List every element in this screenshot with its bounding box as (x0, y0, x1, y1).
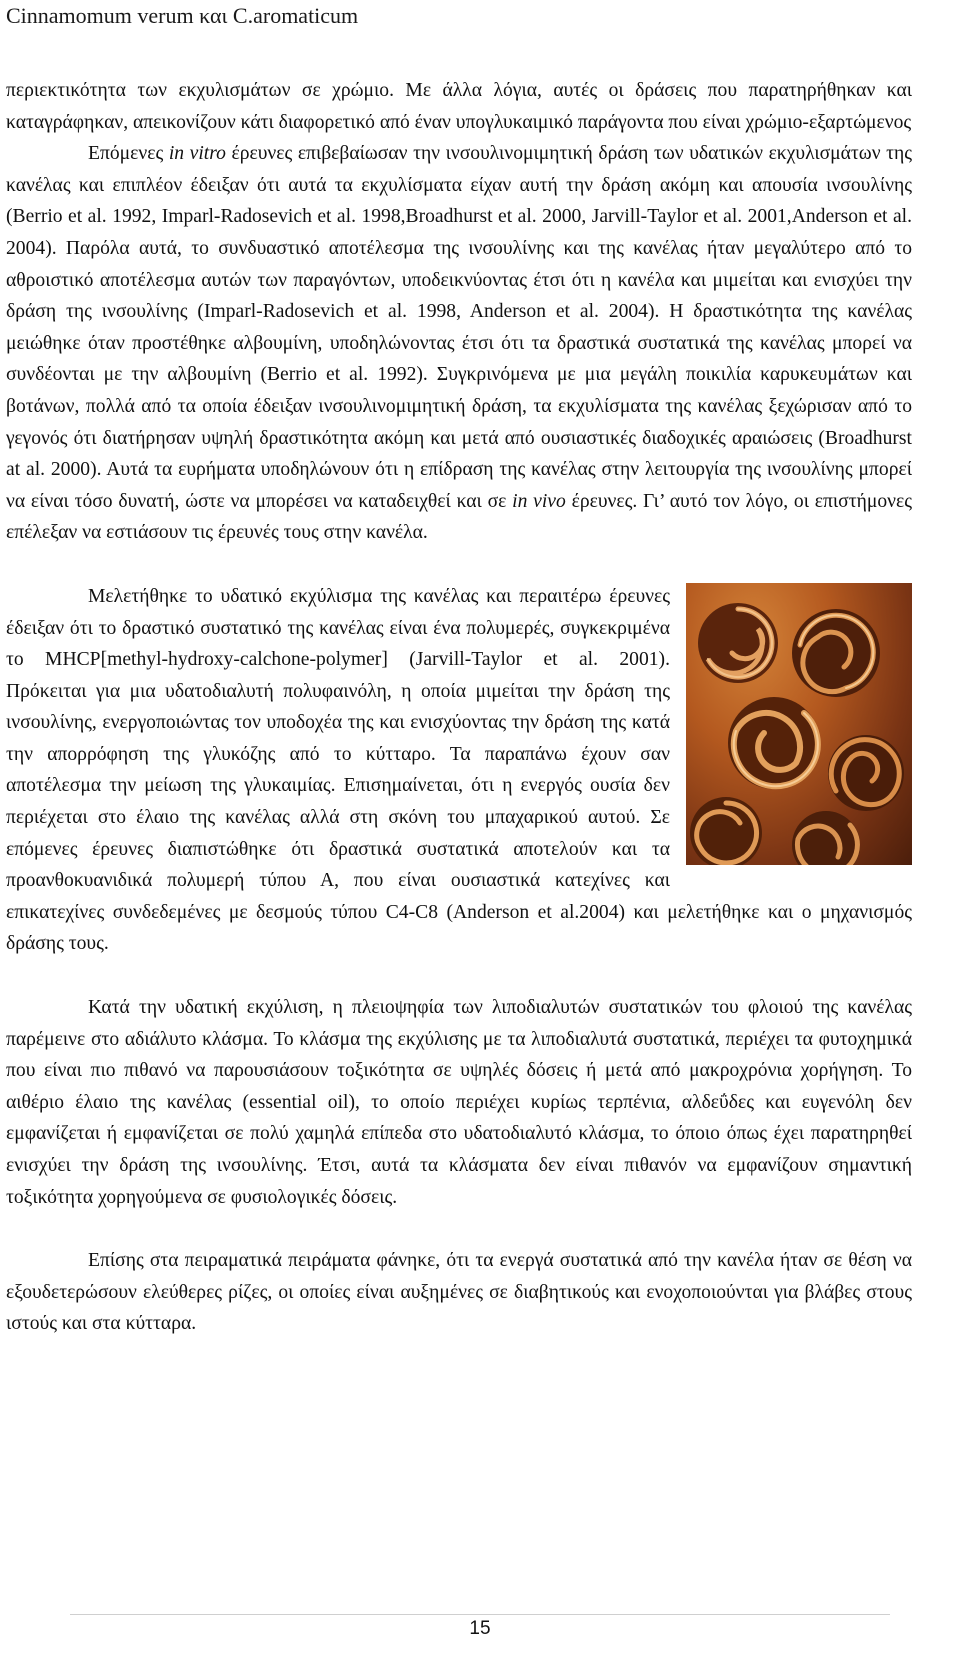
document-body (6, 75, 912, 1340)
running-header: Cinnamomum verum και C.aromaticum (6, 3, 359, 28)
paragraph-2: Επόμενες in vitro έρευνες επιβεβαίωσαν την ινσουλινομιμητική δράση των υδατικών εκχυλισμάτων της κανέλας και επιπλέον έδειξαν ότι αυτά τα εκχυλίσματα είχαν αυτή την δράση ακόμη και απουσία ινσουλίνης (Berrio et al. 1992, Imparl-Radosevich et al. 1998,Broadhurst et al. 2000, Jarvill-Taylor et al. 2001,Anderson et al. 2004). Παρόλα αυτά, το συνδυαστικό αποτέλεσμα της ινσουλίνης και της κανέλας ήταν μεγαλύτερο από το αθροιστικό αποτέλεσμα αυτών των παραγόντων, υποδεικνύοντας έτσι ότι η κανέλα και μιμείται και ενισχύει την δράση της ινσουλίνης (Imparl-Radosevich et al. 1998, Anderson et al. 2004). Η δραστικότητα της κανέλας μειώθηκε όταν προστέθηκε αλβουμίνη, υποδηλώνοντας έτσι ότι τα δραστικά συστατικά της κανέλας μπορεί να συνδέονται με την αλβουμίνη (Berrio et al. 1992). Συγκρινόμενα με μια μεγάλη ποικιλία καρυκευμάτων και βοτάνων, πολλά από τα οποία έδειξαν ινσουλινομιμητική δράση, τα εκχυλίσματα της κανέλας ξεχώρισαν από το γεγονός ότι διατήρησαν υψηλή δραστικότητα ακόμη και μετά από ουσιαστικές διαδοχικές αραιώσεις (Broadhurst at al. 2000). Αυτά τα ευρήματα υποδηλώνουν ότι η επίδραση της κανέλας στην λειτουργία της ινσουλίνης μπορεί να είναι τόσο δυνατή, ώστε να μπορέσει να καταδειχθεί και σε in vivo έρευνες. Γι’ αυτό τον λόγο, οι επιστήμονες επέλεξαν να εστιάσουν τις έρευνές τους στην κανέλα. (6, 143, 913, 544)
paragraph-5: Επίσης στα πειραματικά πειράματα φάνηκε, ότι τα ενεργά συστατικά από την κανέλα ήταν σε θέση να εξουδετερώσουν ελεύθερες ρίζες, οι οποίες είναι αυξημένες σε διαβητικούς και ενοχοποιούνται για βλάβες στους ιστούς και στα κύτταρα. (6, 1250, 912, 1335)
paragraph-4: Κατά την υδατική εκχύλιση, η πλειοψηφία των λιποδιαλυτών συστατικών του φλοιού της κανέλας παρέμεινε στο αδιάλυτο κλάσμα. Το κλάσμα της εκχύλισης με τα λιποδιαλυτά συστατικά, περιέχει τα φυτοχημικά που είναι πιο πιθανό να παρουσιάσουν τοξικότητα σε υψηλές δόσεις ή μετά από μακροχρόνια χορήγηση. Το αιθέριο έλαιο της κανέλας (essential oil), το οποίο περιέχει κυρίως τερπένια, αλδεΰδες και ευγενόλη δεν εμφανίζεται ή εμφανίζεται σε πολύ χαμηλά επίπεδα στο υδατοδιαλυτό κλάσμα, το όποιο όπως έχει παρατηρηθεί ενισχύει την δράση της ινσουλίνης. Έτσι, αυτά τα κλάσματα δεν είναι πιθανόν να εμφανίζουν σημαντική τοξικότητα χορηγούμενα σε φυσιολογικές δόσεις. (6, 997, 912, 1208)
footer-divider (70, 1614, 890, 1615)
paragraph-1: περιεκτικότητα των εκχυλισμάτων σε χρώμιο. Με άλλα λόγια, αυτές οι δράσεις που παρατηρήθηκαν και καταγράφηκαν, απεικονίζουν κάτι διαφορετικό από έναν υπογλυκαιμικό παράγοντα που είναι χρώμιο-εξαρτώμενος (6, 80, 912, 133)
cinnamon-sticks-icon (686, 583, 912, 865)
page-number: 15 (469, 1618, 491, 1639)
paragraph-3: Μελετήθηκε το υδατικό εκχύλισμα της κανέλας και περαιτέρω έρευνες έδειξαν ότι το δραστικό συστατικό της κανέλας είναι ένα πολυμερές, συγκεκριμένα το MHCP[methyl-hydroxy-calchone-polymer] (Jarvill-Taylor et al. 2001). Πρόκειται για μια υδατοδιαλυτή πολυφαινόλη, η οποία μιμείται την δράση της ινσουλίνης, ενεργοποιώντας τον υποδοχέα της και ενισχύοντας την δράση της κατά την απορρόφηση της γλυκόζης από το κύτταρο. Τα παραπάνω έχουν σαν αποτέλεσμα την μείωση της γλυκαιμίας. Επισημαίνεται, ότι η ενεργός ουσία δεν περιέχεται στο έλαιο της κανέλας αλλά στη σκόνη του μπαχαρικού αυτού. Σε επόμενες έρευνες διαπιστώθηκε ότι δραστικά συστατικά αποτελούν και τα προανθοκυανιδικά πολυμερή τύπου Α, που είναι ουσιαστικά κατεχίνες και επικατεχίνες συνδεδεμένες με δεσμούς τύπου C4-C8 (Anderson et al.2004) και μελετήθηκε και ο μηχανισμός δράσης τους. (6, 581, 912, 960)
cinnamon-sticks-image (686, 583, 912, 865)
